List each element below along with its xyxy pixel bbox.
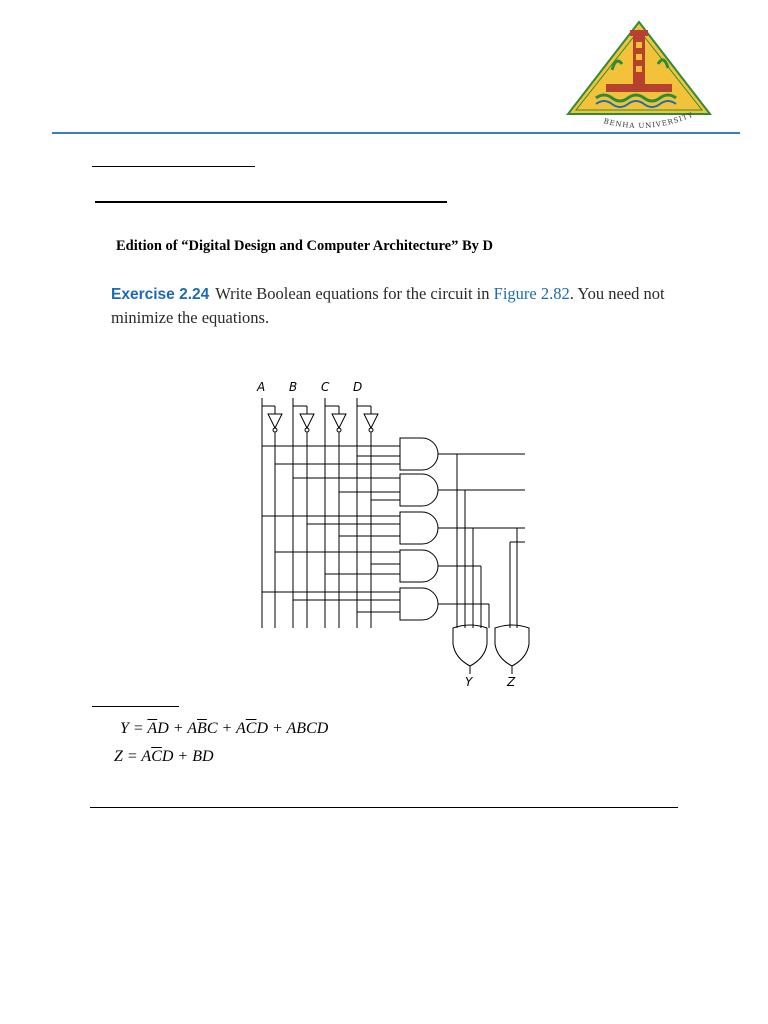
equation-y: $Y = \overline{A}D + A\overline{B}C + A\overline{C}D$ + ABCD	[120, 720, 329, 737]
input-label-d: D	[353, 380, 363, 394]
input-label-a: A	[257, 380, 266, 394]
figure-link[interactable]: Figure 2.82	[493, 284, 570, 303]
exercise-statement	[111, 282, 721, 329]
circuit-diagram	[255, 376, 535, 688]
footer-rule	[90, 807, 678, 808]
output-label-y: Y	[465, 675, 473, 688]
exercise-number: Exercise 2.24	[111, 286, 210, 303]
edition-line: Edition of “Digital Design and Computer Architecture” By D	[116, 238, 494, 254]
exercise-text-after: . You need not minimize the equations.	[111, 284, 665, 327]
output-label-z: Z	[507, 675, 516, 688]
equation-z: $Z = A\overline{C}D$ + BD	[114, 748, 214, 765]
university-logo	[566, 20, 712, 132]
exercise-text-before: Write Boolean equations for the circuit in	[215, 284, 494, 303]
input-label-c: C	[321, 380, 330, 394]
logo-text: BENHA UNIVERSITY	[602, 110, 695, 131]
solution-underline	[92, 706, 179, 707]
title-underline	[92, 166, 255, 167]
input-label-b: B	[289, 380, 298, 394]
header-rule	[52, 132, 740, 134]
subtitle-underline	[95, 201, 447, 203]
